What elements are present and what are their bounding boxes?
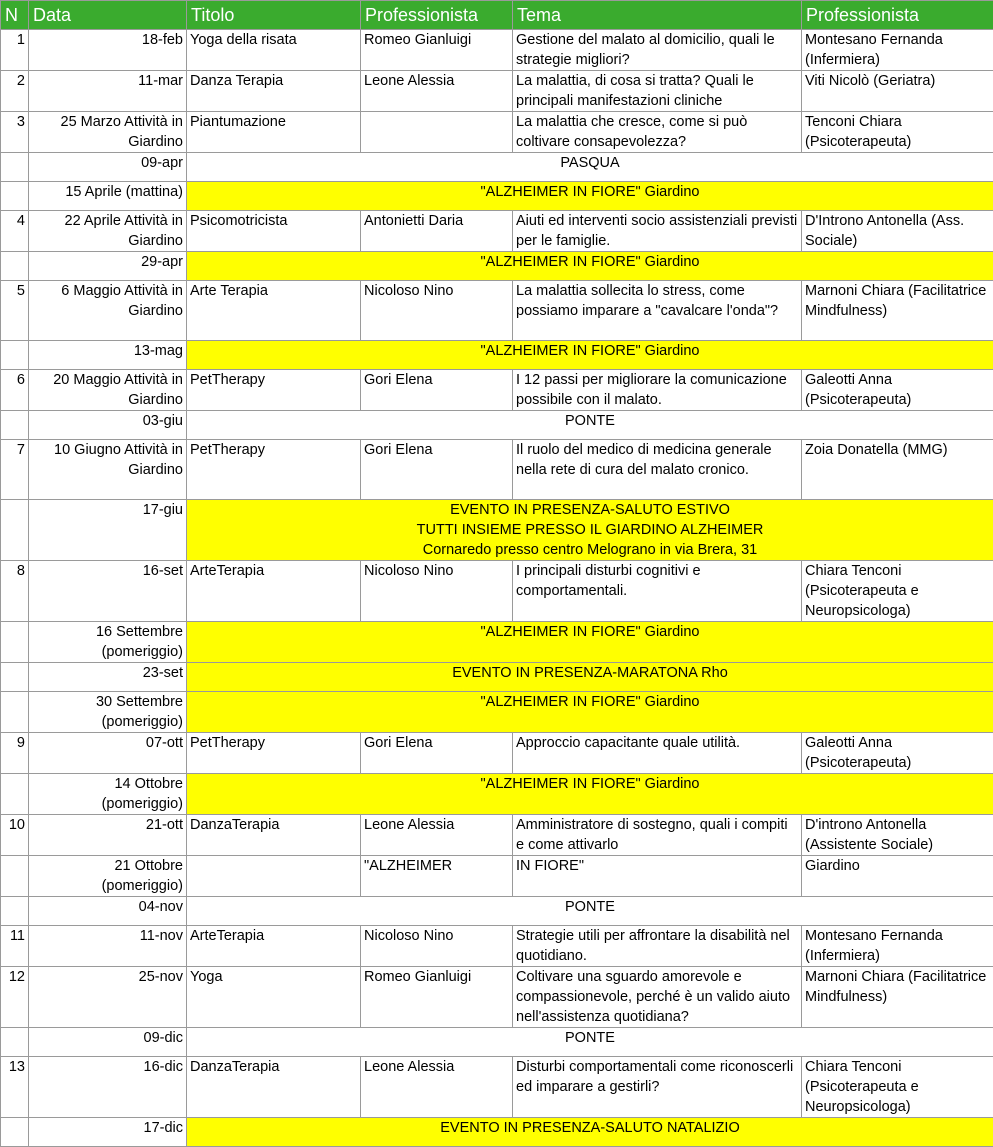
row-professionista-2: Viti Nicolò (Geriatra)	[802, 71, 993, 112]
row-date: 04-nov	[29, 897, 187, 926]
table-row	[1, 252, 993, 281]
row-date: 18-feb	[29, 30, 187, 71]
row-titolo: Danza Terapia	[187, 71, 361, 112]
row-number	[1, 1118, 29, 1147]
table-row	[1, 926, 993, 967]
row-date: 30 Settembre (pomeriggio)	[29, 692, 187, 733]
row-number: 1	[1, 30, 29, 71]
table-row	[1, 1028, 993, 1057]
row-professionista-2: Giardino	[802, 856, 993, 897]
row-number: 7	[1, 440, 29, 500]
row-professionista-2: Chiara Tenconi (Psicoterapeuta e Neuropsicologa)	[802, 561, 993, 622]
row-professionista	[361, 112, 513, 153]
table-row	[1, 500, 993, 561]
table-row	[1, 774, 993, 815]
row-date: 10 Giugno Attività in Giardino	[29, 440, 187, 500]
row-date: 29-apr	[29, 252, 187, 281]
row-tema: Approccio capacitante quale utilità.	[513, 733, 802, 774]
row-titolo: Arte Terapia	[187, 281, 361, 341]
row-number	[1, 774, 29, 815]
row-titolo: Psicomotricista	[187, 211, 361, 252]
note-cell: PONTE	[187, 411, 993, 440]
row-professionista: Nicoloso Nino	[361, 281, 513, 341]
table-row	[1, 30, 993, 71]
row-date: 16-set	[29, 561, 187, 622]
highlight-cell: "ALZHEIMER IN FIORE" Giardino	[187, 182, 993, 211]
row-professionista: "ALZHEIMER	[361, 856, 513, 897]
row-titolo: Yoga della risata	[187, 30, 361, 71]
col-header-n: N	[1, 1, 29, 30]
row-tema: Disturbi comportamentali come riconoscerli ed imparare a gestirli?	[513, 1057, 802, 1118]
table-row	[1, 1118, 993, 1147]
table-row	[1, 561, 993, 622]
table-row	[1, 815, 993, 856]
highlight-cell: "ALZHEIMER IN FIORE" Giardino	[187, 341, 993, 370]
table-row	[1, 112, 993, 153]
row-date: 11-nov	[29, 926, 187, 967]
table-row	[1, 153, 993, 182]
row-tema: La malattia, di cosa si tratta? Quali le principali manifestazioni cliniche	[513, 71, 802, 112]
row-date: 22 Aprile Attività in Giardino	[29, 211, 187, 252]
row-number: 8	[1, 561, 29, 622]
table-row	[1, 341, 993, 370]
row-number	[1, 153, 29, 182]
row-titolo: Yoga	[187, 967, 361, 1028]
row-professionista: Gori Elena	[361, 733, 513, 774]
row-number: 4	[1, 211, 29, 252]
row-tema: Strategie utili per affrontare la disabilità nel quotidiano.	[513, 926, 802, 967]
row-date: 03-giu	[29, 411, 187, 440]
row-date: 17-dic	[29, 1118, 187, 1147]
row-number	[1, 411, 29, 440]
row-date: 6 Maggio Attività in Giardino	[29, 281, 187, 341]
row-professionista-2: Galeotti Anna (Psicoterapeuta)	[802, 370, 993, 411]
row-tema: I principali disturbi cognitivi e comportamentali.	[513, 561, 802, 622]
col-header-data: Data	[29, 1, 187, 30]
row-number	[1, 1028, 29, 1057]
note-cell: PONTE	[187, 1028, 993, 1057]
row-number: 10	[1, 815, 29, 856]
row-number	[1, 856, 29, 897]
row-date: 17-giu	[29, 500, 187, 561]
row-number	[1, 341, 29, 370]
row-titolo: PetTherapy	[187, 440, 361, 500]
row-professionista: Gori Elena	[361, 440, 513, 500]
note-cell: PASQUA	[187, 153, 993, 182]
row-professionista: Leone Alessia	[361, 1057, 513, 1118]
row-titolo: DanzaTerapia	[187, 1057, 361, 1118]
col-header-professionista-2: Professionista	[802, 1, 993, 30]
row-professionista-2: Tenconi Chiara (Psicoterapeuta)	[802, 112, 993, 153]
row-number	[1, 182, 29, 211]
col-header-tema: Tema	[513, 1, 802, 30]
row-number: 6	[1, 370, 29, 411]
row-professionista: Leone Alessia	[361, 71, 513, 112]
table-row	[1, 71, 993, 112]
event-line: EVENTO IN PRESENZA-SALUTO ESTIVO	[190, 500, 990, 520]
row-titolo: PetTherapy	[187, 370, 361, 411]
row-date: 15 Aprile (mattina)	[29, 182, 187, 211]
table-row	[1, 1057, 993, 1118]
table-row	[1, 411, 993, 440]
col-header-titolo: Titolo	[187, 1, 361, 30]
row-professionista-2: D'Introno Antonella (Ass. Sociale)	[802, 211, 993, 252]
row-number: 9	[1, 733, 29, 774]
row-date: 09-apr	[29, 153, 187, 182]
row-professionista: Leone Alessia	[361, 815, 513, 856]
highlight-cell: "ALZHEIMER IN FIORE" Giardino	[187, 622, 993, 663]
row-professionista: Antonietti Daria	[361, 211, 513, 252]
table-row	[1, 182, 993, 211]
row-tema: IN FIORE"	[513, 856, 802, 897]
row-professionista: Gori Elena	[361, 370, 513, 411]
row-professionista: Nicoloso Nino	[361, 926, 513, 967]
table-row	[1, 211, 993, 252]
row-tema: Amministratore di sostegno, quali i compiti e come attivarlo	[513, 815, 802, 856]
row-number	[1, 692, 29, 733]
row-number: 11	[1, 926, 29, 967]
table-row	[1, 692, 993, 733]
row-date: 25 Marzo Attività in Giardino	[29, 112, 187, 153]
row-professionista: Romeo Gianluigi	[361, 967, 513, 1028]
row-number: 13	[1, 1057, 29, 1118]
row-number	[1, 897, 29, 926]
highlight-cell: EVENTO IN PRESENZA-SALUTO NATALIZIO	[187, 1118, 993, 1147]
row-date: 21-ott	[29, 815, 187, 856]
row-titolo: Piantumazione	[187, 112, 361, 153]
row-professionista-2: Chiara Tenconi (Psicoterapeuta e Neuropsicologa)	[802, 1057, 993, 1118]
row-number: 5	[1, 281, 29, 341]
row-number	[1, 622, 29, 663]
row-titolo: DanzaTerapia	[187, 815, 361, 856]
row-number: 3	[1, 112, 29, 153]
table-row	[1, 663, 993, 692]
row-date: 23-set	[29, 663, 187, 692]
note-cell: PONTE	[187, 897, 993, 926]
row-titolo: ArteTerapia	[187, 926, 361, 967]
row-titolo: ArteTerapia	[187, 561, 361, 622]
row-tema: Gestione del malato al domicilio, quali le strategie migliori?	[513, 30, 802, 71]
table-row	[1, 856, 993, 897]
highlight-cell: EVENTO IN PRESENZA-MARATONA Rho	[187, 663, 993, 692]
row-professionista-2: Marnoni Chiara (Facilitatrice Mindfulness)	[802, 967, 993, 1028]
row-tema: I 12 passi per migliorare la comunicazione possibile con il malato.	[513, 370, 802, 411]
row-date: 25-nov	[29, 967, 187, 1028]
table-row	[1, 897, 993, 926]
row-tema: La malattia che cresce, come si può coltivare consapevolezza?	[513, 112, 802, 153]
highlight-cell: "ALZHEIMER IN FIORE" Giardino	[187, 774, 993, 815]
row-number	[1, 252, 29, 281]
row-date: 11-mar	[29, 71, 187, 112]
event-line: TUTTI INSIEME PRESSO IL GIARDINO ALZHEIMER	[190, 520, 990, 540]
row-number: 2	[1, 71, 29, 112]
row-tema: Il ruolo del medico di medicina generale nella rete di cura del malato cronico.	[513, 440, 802, 500]
col-header-professionista: Professionista	[361, 1, 513, 30]
highlight-cell: "ALZHEIMER IN FIORE" Giardino	[187, 692, 993, 733]
row-number: 12	[1, 967, 29, 1028]
row-professionista-2: Marnoni Chiara (Facilitatrice Mindfulness)	[802, 281, 993, 341]
highlight-cell: "ALZHEIMER IN FIORE" Giardino	[187, 252, 993, 281]
row-date: 16-dic	[29, 1057, 187, 1118]
row-professionista-2: Montesano Fernanda (Infermiera)	[802, 30, 993, 71]
table-row	[1, 622, 993, 663]
row-date: 07-ott	[29, 733, 187, 774]
table-row	[1, 281, 993, 341]
event-cell	[187, 500, 993, 561]
row-professionista-2: Galeotti Anna (Psicoterapeuta)	[802, 733, 993, 774]
row-professionista-2: D'introno Antonella (Assistente Sociale)	[802, 815, 993, 856]
event-line: Cornaredo presso centro Melograno in via Brera, 31	[190, 540, 990, 560]
row-date: 09-dic	[29, 1028, 187, 1057]
row-date: 14 Ottobre (pomeriggio)	[29, 774, 187, 815]
row-tema: La malattia sollecita lo stress, come possiamo imparare a "cavalcare l'onda"?	[513, 281, 802, 341]
row-number	[1, 500, 29, 561]
row-date: 20 Maggio Attività in Giardino	[29, 370, 187, 411]
row-tema: Aiuti ed interventi socio assistenziali previsti per le famiglie.	[513, 211, 802, 252]
table-row	[1, 370, 993, 411]
schedule-body	[1, 30, 993, 1147]
table-row	[1, 733, 993, 774]
header-row	[1, 1, 993, 30]
row-professionista-2: Montesano Fernanda (Infermiera)	[802, 926, 993, 967]
row-date: 21 Ottobre (pomeriggio)	[29, 856, 187, 897]
row-number	[1, 663, 29, 692]
row-titolo: PetTherapy	[187, 733, 361, 774]
row-professionista: Romeo Gianluigi	[361, 30, 513, 71]
row-date: 13-mag	[29, 341, 187, 370]
row-professionista-2: Zoia Donatella (MMG)	[802, 440, 993, 500]
table-row	[1, 440, 993, 500]
row-titolo	[187, 856, 361, 897]
row-professionista: Nicoloso Nino	[361, 561, 513, 622]
row-date: 16 Settembre (pomeriggio)	[29, 622, 187, 663]
row-tema: Coltivare una sguardo amorevole e compassionevole, perché è un valido aiuto nell'assistenza quotidiana?	[513, 967, 802, 1028]
table-row	[1, 967, 993, 1028]
